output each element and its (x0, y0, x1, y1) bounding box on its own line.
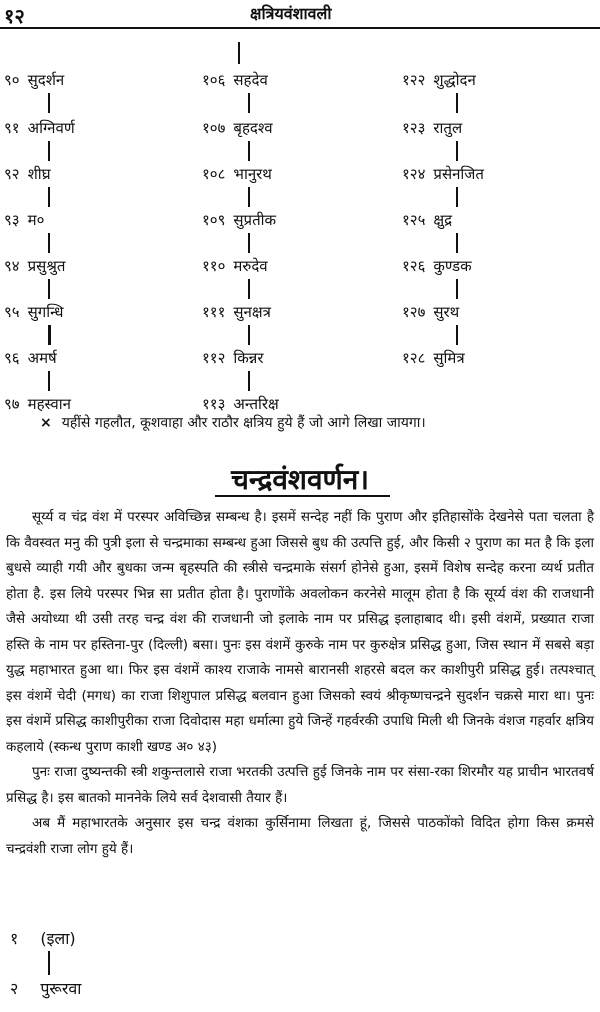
genealogy-entry (402, 118, 462, 138)
genealogy-entry (402, 164, 484, 184)
entry-name: प्रसेनजित (433, 165, 484, 183)
genealogy-entry (4, 70, 64, 90)
lineage-connector (48, 141, 50, 161)
lineage-connector (48, 951, 50, 975)
entry-number: १०९ (202, 211, 226, 229)
entry-name: बृहदश्व (233, 119, 273, 137)
paragraph: अब मैं महाभारतके अनुसार इस चन्द्र वंशका कुर्सिनामा लिखता हूं, जिससे पाठकोंको विदित होगा किस क्रमसे चन्द्रवंशी राजा लोग हुये हैं। (6, 815, 594, 857)
entry-number: १२२ (402, 71, 426, 89)
body-text (6, 505, 594, 862)
entry-name: सुगन्धि (27, 303, 64, 321)
entry-name: सुरथ (433, 303, 460, 321)
entry-number: ९४ (4, 257, 20, 275)
entry-number: ९७ (4, 395, 20, 413)
entry-number: १२८ (402, 349, 426, 367)
section-title: चन्द्रवंशवर्णन। (231, 463, 369, 496)
entry-name: शीघ्र (27, 165, 51, 183)
entry-number: १२३ (402, 119, 426, 137)
entry-number: १११ (202, 303, 226, 321)
genealogy-entry (202, 70, 268, 90)
header-rule (0, 27, 600, 29)
entry-number: २ (10, 979, 19, 998)
lineage-connector (456, 141, 458, 161)
lineage-connector (48, 233, 50, 253)
paragraph: सूर्य्य व चंद्र वंश में परस्पर अविच्छिन्न सम्बन्ध है। इसमें सन्देह नहीं कि पुराण और इतिहासोंके देखनेसे पता चलता है कि वैवस्वत मनु की पुत्री इला से चन्द्रमाका सम्बन्ध हुआ जिससे बुध की उत्पत्ति हुई, और किसी २ पुराण का मत है कि इला बुधसे व्याही गयी और बुधका जन्म बृहस्पति की स्त्रीसे चन्द्रमाके संसर्ग होनेसे हुआ, इसमें विशेष सन्देह करना व्यर्थ प्रतीत होता है. इस लिये परस्पर भिन्न सा प्रतीत होता है। पुराणोंके अवलोकन करनेसे मालूम होता है कि सूर्य्य वंश की राजधानी जैसे अयोध्या थी उसी तरह चन्द्र वंश की राजधानी जो इलाके नाम पर प्रसिद्ध इलाहाबाद थी। इसी वंशमें, प्रख्यात राजा हस्ति के नाम पर हस्तिना-पुर (दिल्ली) बसा। पुनः इस वंशमें कुरुके नाम पर कुरुक्षेत्र प्रसिद्ध हुआ, जिस स्थान में सबसे बड़ा युद्ध महाभारत हुआ था। फिर इस वंशमें काश्य राजाके नामसे बारानसी शहरसे बदल कर काशीपुरी प्रसिद्ध हुई। तत्पश्चात् इस वंशमें चेदी (मगध) का राजा शिशुपाल प्रसिद्ध बलवान हुआ जिसको स्वयं श्रीकृष्णचन्द्रने सुदर्शन चक्रसे मारा था। पुनः इस वंशमें प्रसिद्ध काशीपुरीका राजा दिवोदास महा धर्मात्मा हुये जिन्हें गहर्वरकी उपाधि मिली थी जिनके वंशज गहर्वार क्षत्रिय कहलाये (स्कन्ध पुराण काशी खण्ड अ० ४३) (6, 509, 594, 755)
genealogy-entry (402, 256, 472, 276)
paragraph: पुनः राजा दुष्यन्तकी स्त्री शकुन्तलासे राजा भरतकी उत्पत्ति हुई जिनके नाम पर संसा-रका शिरमौर यह प्राचीन भारतवर्ष प्रसिद्ध है। इस बातको माननेके लिये सर्व देशवासी तैयार हैं। (6, 764, 594, 806)
entry-number: ९२ (4, 165, 20, 183)
genealogy-entry (202, 348, 264, 368)
entry-number: १२७ (402, 303, 426, 321)
entry-name: महस्वान (27, 395, 71, 413)
footnote (40, 412, 590, 434)
entry-number: १२४ (402, 165, 426, 183)
footnote-text: यहींसे गहलौत, कूशवाहा और राठौर क्षत्रिय हुये हैं जो आगे लिखा जायगा। (61, 415, 426, 431)
lineage-connector (248, 233, 250, 253)
entry-name: मरुदेव (233, 257, 268, 275)
entry-name: क्षुद्र (433, 211, 453, 229)
lineage-connector (48, 371, 50, 391)
entry-number: ९६ (4, 349, 20, 367)
entry-name: सुनक्षत्र (233, 303, 271, 321)
genealogy-entry (4, 394, 71, 414)
entry-name: शुद्धोदन (433, 71, 476, 89)
lineage-connector (248, 187, 250, 207)
running-header-title: क्षत्रियवंशावली (250, 4, 332, 23)
entry-number: ११० (202, 257, 226, 275)
lineage-connector (456, 233, 458, 253)
entry-number: १ (10, 929, 19, 948)
entry-number: १२५ (402, 211, 426, 229)
genealogy-entry (202, 118, 273, 138)
entry-name: (इला) (40, 929, 76, 948)
lineage-connector (248, 93, 250, 113)
genealogy-entry (402, 70, 476, 90)
entry-name: पुरूरवा (40, 979, 82, 998)
entry-name: कुण्डक (433, 257, 472, 275)
genealogy-entry (202, 210, 276, 230)
lineage-connector (48, 187, 50, 207)
entry-name: अमर्ष (27, 349, 57, 367)
entry-number: ९५ (4, 303, 20, 321)
entry-name: सुप्रतीक (233, 211, 277, 229)
genealogy-entry (4, 210, 44, 230)
genealogy-entry (402, 302, 459, 322)
lineage-connector (48, 93, 50, 113)
entry-name: भानुरथ (233, 165, 272, 183)
entry-number: १०७ (202, 119, 226, 137)
lineage-connector (456, 93, 458, 113)
genealogy-entry (4, 164, 51, 184)
genealogy-entry (4, 302, 63, 322)
genealogy-entry (402, 348, 465, 368)
genealogy-entry (4, 256, 65, 276)
entry-number: ११२ (202, 349, 226, 367)
entry-number: १२६ (402, 257, 426, 275)
lineage-connector (456, 279, 458, 299)
genealogy-entry (202, 302, 271, 322)
entry-name: किन्नर (233, 349, 264, 367)
entry-name: रातुल (433, 119, 463, 137)
entry-number: ९१ (4, 119, 20, 137)
genealogy-entry (4, 118, 75, 138)
entry-name: सुमित्र (433, 349, 465, 367)
lineage-connector (48, 325, 51, 345)
section-title-underline (215, 495, 390, 497)
lineage-connector (248, 371, 250, 391)
genealogy-entry (4, 348, 57, 368)
entry-name: अग्निवर्ण (27, 119, 75, 137)
entry-number: १०८ (202, 165, 226, 183)
lineage-entry (10, 977, 81, 999)
lineage-connector (456, 187, 458, 207)
entry-name: सुदर्शन (27, 71, 65, 89)
lineage-connector (248, 325, 250, 345)
lineage-connector (456, 325, 458, 345)
entry-number: ९० (4, 71, 20, 89)
genealogy-entry (202, 394, 279, 414)
lineage-entry (10, 927, 76, 949)
lineage-connector (48, 279, 50, 299)
entry-name: म० (27, 211, 45, 229)
entry-number: ११३ (202, 395, 226, 413)
entry-name: सहदेव (233, 71, 268, 89)
entry-name: अन्तरिक्ष (233, 395, 279, 413)
lineage-connector (248, 279, 250, 299)
cross-mark-icon: × (40, 415, 52, 431)
genealogy-entry (402, 210, 452, 230)
lineage-connector (238, 42, 240, 64)
entry-number: १०६ (202, 71, 226, 89)
lineage-connector (248, 141, 250, 161)
entry-name: प्रसुश्रुत (27, 257, 66, 275)
entry-number: ९३ (4, 211, 20, 229)
genealogy-entry (202, 256, 268, 276)
page-number: १२ (4, 4, 25, 28)
genealogy-entry (202, 164, 272, 184)
